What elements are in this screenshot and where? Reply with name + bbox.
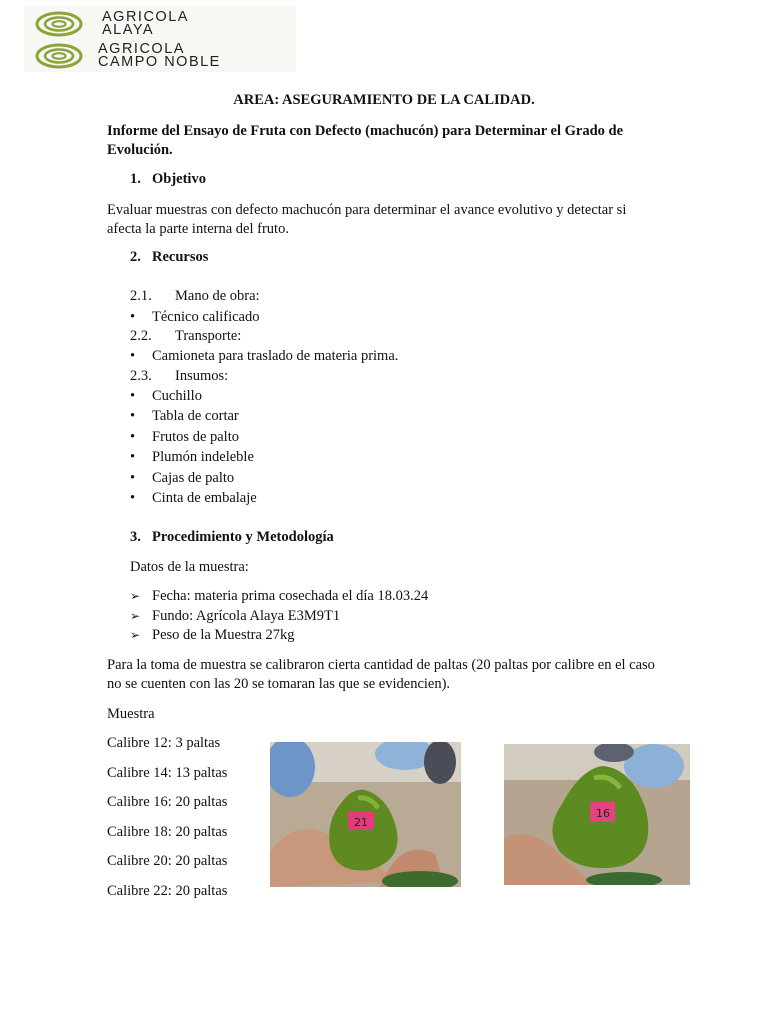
calibre-item: Calibre 14: 13 paltas bbox=[107, 765, 228, 781]
calibre-item: Calibre 12: 3 paltas bbox=[107, 735, 221, 751]
list-item: ➢ Fundo: Agrícola Alaya E3M9T1 bbox=[130, 608, 341, 624]
report-title: Informe del Ensayo de Fruta con Defecto (machucón) para Determinar el Grado de Evolución. bbox=[107, 123, 624, 158]
logo-text: AGRICOLA CAMPO NOBLE bbox=[98, 41, 221, 70]
list-item: • Cajas de palto bbox=[130, 470, 235, 486]
logo-agricola-campo-noble bbox=[34, 42, 221, 70]
section-heading-recursos: 2. Recursos bbox=[130, 249, 209, 265]
avocado-photo-1 bbox=[270, 742, 461, 887]
procedure-paragraph: Para la toma de muestra se calibraron cierta cantidad de paltas (20 paltas por calibre en el caso no se cuenten con las 20 se tomaran las que se evidencien). bbox=[107, 657, 655, 692]
arrow-bullet-icon: ➢ bbox=[130, 609, 141, 623]
section-heading-procedimiento: 3. Procedimiento y Metodología bbox=[130, 529, 334, 545]
svg-text:21: 21 bbox=[354, 816, 368, 829]
calibre-item: Calibre 20: 20 paltas bbox=[107, 853, 228, 869]
datos-label: Datos de la muestra: bbox=[130, 559, 249, 575]
list-item: • Técnico calificado bbox=[130, 309, 260, 325]
list-item: • Camioneta para traslado de materia prima. bbox=[130, 348, 399, 364]
subsection-insumos: 2.3. Insumos: bbox=[130, 368, 229, 384]
list-item: ➢ Fecha: materia prima cosechada el día 18.03.24 bbox=[130, 588, 429, 604]
subsection-mano-de-obra: 2.1. Mano de obra: bbox=[130, 288, 260, 304]
muestra-label: Muestra bbox=[107, 706, 155, 722]
logo-text: AGRICOLA ALAYA bbox=[102, 9, 189, 38]
avocado-photo-2 bbox=[504, 744, 690, 885]
calibre-item: Calibre 22: 20 paltas bbox=[107, 883, 228, 899]
logo-agricola-alaya bbox=[34, 10, 189, 38]
list-item: • Plumón indeleble bbox=[130, 449, 254, 465]
objetivo-text: Evaluar muestras con defecto machucón para determinar el avance evolutivo y detectar si afecta la parte interna del fruto. bbox=[107, 202, 627, 237]
list-item: • Cinta de embalaje bbox=[130, 490, 257, 506]
calibre-item: Calibre 16: 20 paltas bbox=[107, 794, 228, 810]
arrow-bullet-icon: ➢ bbox=[130, 628, 141, 642]
calibre-item: Calibre 18: 20 paltas bbox=[107, 824, 228, 840]
svg-text:16: 16 bbox=[596, 807, 610, 820]
concentric-ellipses-logo-icon bbox=[34, 42, 84, 70]
list-item: ➢ Peso de la Muestra 27kg bbox=[130, 627, 295, 643]
list-item: • Frutos de palto bbox=[130, 429, 239, 445]
company-logos bbox=[24, 6, 296, 72]
concentric-ellipses-logo-icon bbox=[34, 10, 84, 38]
list-item: • Cuchillo bbox=[130, 388, 202, 404]
area-title: AREA: ASEGURAMIENTO DE LA CALIDAD. bbox=[233, 92, 535, 108]
list-item: • Tabla de cortar bbox=[130, 408, 239, 424]
subsection-transporte: 2.2. Transporte: bbox=[130, 328, 242, 344]
arrow-bullet-icon: ➢ bbox=[130, 589, 141, 603]
section-heading-objetivo: 1. Objetivo bbox=[130, 171, 206, 187]
